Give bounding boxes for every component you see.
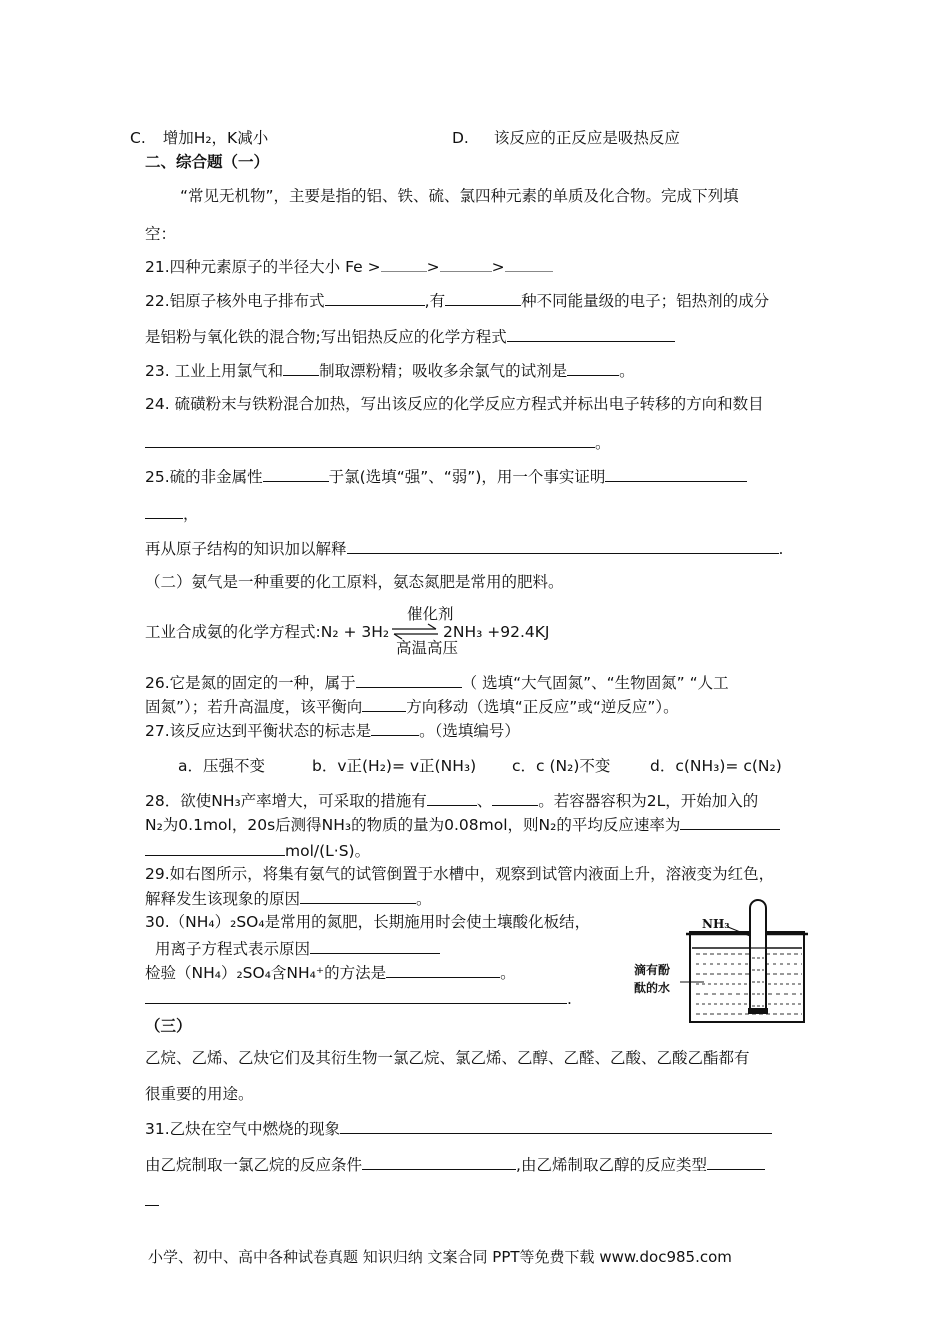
q29-line2: 解释发生该现象的原因	[145, 890, 301, 908]
section2-intro-2: 空：	[145, 225, 177, 243]
q30-line3b: 。	[500, 964, 516, 982]
q28-part1: 28．欲使NH₃产率增大，可采取的措施有	[145, 792, 427, 810]
question-30-line4	[145, 988, 572, 1009]
option-d-label: D.	[452, 129, 469, 147]
q25-line3: 再从原子结构的知识加以解释	[145, 540, 347, 558]
q23-part2: 制取漂粉精；吸收多余氯气的试剂是	[319, 362, 568, 380]
option-d	[452, 128, 680, 148]
q25-blank-4[interactable]	[347, 538, 779, 554]
q28-blank-4[interactable]	[145, 840, 285, 856]
q29-line1: 29.如右图所示，将集有氨气的试管倒置于水槽中，观察到试管内液面上升，溶液变为红色，	[145, 865, 775, 883]
q21-blank-2[interactable]	[440, 256, 492, 272]
q28-blank-1[interactable]	[427, 790, 477, 806]
q22-part1: 22.铝原子核外电子排布式	[145, 292, 325, 310]
page-footer: 小学、初中、高中各种试卷真题 知识归纳 文案合同 PPT等免费下载 www.doc985.com	[148, 1248, 732, 1266]
q25-comma: ，	[183, 505, 199, 523]
question-24-answer	[145, 432, 611, 453]
q24-end: 。	[595, 434, 611, 452]
q28-sep: 、	[476, 792, 493, 810]
q28-blank-3[interactable]	[680, 814, 780, 830]
option-d-text: 该反应的正反应是吸热反应	[493, 129, 680, 147]
q28-line3: mol/(L·S)。	[285, 842, 371, 860]
option-c	[130, 128, 268, 148]
q22-blank-2[interactable]	[445, 290, 521, 306]
q22-blank-3[interactable]	[507, 326, 675, 342]
section3-title: （三）	[145, 1017, 192, 1035]
q25-blank-2[interactable]	[605, 466, 747, 482]
q28-blank-2[interactable]	[492, 790, 538, 806]
q21-text: 21.四种元素原子的半径大小 Fe >	[145, 258, 381, 276]
figure-gas-label: NH₃	[702, 917, 730, 931]
ammonia-fountain-figure	[620, 896, 820, 1028]
q30-line2: 用离子方程式表示原因	[155, 940, 311, 958]
q25-blank-3[interactable]	[145, 503, 183, 519]
figure-water-label-1: 滴有酚	[634, 963, 671, 977]
q26-line2a: 固氮”）；若升高温度，该平衡向	[145, 698, 363, 716]
q25-part2: 于氯(选填“强”、“弱”)，用一个事实证明	[328, 468, 606, 486]
synthesis-equation	[145, 622, 389, 642]
q22-part3: 种不同能量级的电子；铝热剂的成分	[521, 292, 770, 310]
q31-blank-3[interactable]	[707, 1154, 765, 1170]
q31-line2b: ,由乙烯制取乙醇的反应类型	[516, 1156, 707, 1174]
q22-blank-1[interactable]	[325, 290, 425, 306]
q27-option-a: a．压强不变	[178, 757, 265, 775]
q21-gt-2: >	[491, 258, 505, 276]
q29-blank[interactable]	[300, 888, 416, 904]
q28-part2: 。若容器容积为2L，开始加入的	[538, 792, 759, 810]
question-26-line2	[145, 696, 679, 717]
q30-blank-1[interactable]	[310, 938, 440, 954]
q30-line1: 30.（NH₄）₂SO₄是常用的氮肥，长期施用时会使土壤酸化板结，	[145, 913, 591, 931]
q22-part2: ,有	[424, 292, 446, 310]
question-22-line2	[145, 326, 675, 347]
question-30-line2	[155, 938, 440, 959]
eq-prefix: 工业合成氨的化学方程式:N₂ + 3H₂	[145, 623, 390, 641]
question-31	[145, 1118, 772, 1139]
q26-blank-1[interactable]	[356, 672, 462, 688]
q21-blank-3[interactable]	[505, 256, 553, 272]
question-28-line2	[145, 814, 780, 835]
question-27	[145, 720, 520, 741]
q31-line2a: 由乙烷制取一氯乙烷的反应条件	[145, 1156, 363, 1174]
q31-blank-1[interactable]	[340, 1118, 772, 1134]
q25-dot: .	[778, 540, 784, 558]
section2-title: 二、综合题（一）	[145, 153, 270, 171]
q26-line2b: 方向移动（选填“正反应”或“逆反应”）。	[406, 698, 679, 716]
q30-line4-end: .	[567, 990, 572, 1008]
question-28	[145, 790, 758, 811]
eq-suffix: 2NH₃ +92.4KJ	[443, 623, 550, 641]
q28-line2: N₂为0.1mol，20s后测得NH₃的物质的量为0.08mol，则N₂的平均反应速率为	[145, 816, 681, 834]
q27-option-b: b．v正(H₂)= v正(NH₃)	[312, 757, 477, 775]
q30-line3a: 检验（NH₄）₂SO₄含NH₄⁺的方法是	[145, 964, 387, 982]
q29-end: 。	[416, 890, 432, 908]
q30-blank-2[interactable]	[386, 962, 500, 978]
question-30-line3	[145, 962, 516, 983]
q27-option-d: d．c(NH₃)= c(N₂)	[650, 757, 782, 775]
option-c-label: C.	[130, 129, 146, 147]
q26-blank-2[interactable]	[362, 696, 406, 712]
q21-blank-1[interactable]	[381, 256, 427, 272]
q24-text: 24. 硫磺粉末与铁粉混合加热，写出该反应的化学反应方程式并标出电子转移的方向和数目	[145, 395, 764, 413]
figure-water-label-2: 酞的水	[634, 981, 671, 995]
section3-intro-2: 很重要的用途。	[145, 1085, 254, 1103]
q26-part2: （ 选填“大气固氮”、“生物固氮” “人工	[461, 674, 729, 692]
q27-option-c: c．c (N₂)不变	[512, 757, 611, 775]
question-26	[145, 672, 729, 693]
q31-line1: 31.乙炔在空气中燃烧的现象	[145, 1120, 341, 1138]
q27-part1: 27.该反应达到平衡状态的标志是	[145, 722, 372, 740]
section3-intro-1: 乙烷、乙烯、乙炔它们及其衍生物一氯乙烷、氯乙烯、乙醇、乙醛、乙酸、乙酸乙酯都有	[145, 1049, 750, 1067]
q23-blank-1[interactable]	[283, 360, 319, 376]
q25-blank-1[interactable]	[263, 466, 329, 482]
q27-part2: 。（选填编号）	[419, 722, 520, 740]
q31-blank-4[interactable]	[145, 1190, 159, 1206]
question-29-line2	[145, 888, 432, 909]
q25-part1: 25.硫的非金属性	[145, 468, 263, 486]
q30-blank-3[interactable]	[145, 988, 567, 1004]
q31-blank-2[interactable]	[362, 1154, 516, 1170]
option-c-text: 增加H₂，K减小	[162, 129, 269, 147]
question-28-line3	[145, 840, 370, 861]
eq-conditions: 高温高压	[396, 639, 459, 657]
q27-blank[interactable]	[371, 720, 419, 736]
q23-blank-2[interactable]	[567, 360, 619, 376]
question-25-line3	[145, 538, 783, 559]
section2-intro-1: “常见无机物”，主要是指的铝、铁、硫、氯四种元素的单质及化合物。完成下列填	[180, 187, 739, 205]
question-31-line2	[145, 1154, 765, 1175]
question-22	[145, 290, 769, 311]
question-25	[145, 466, 747, 487]
question-23	[145, 360, 635, 381]
q22-line2: 是铝粉与氧化铁的混合物;写出铝热反应的化学方程式	[145, 328, 507, 346]
section2b-title: （二）氨气是一种重要的化工原料，氨态氮肥是常用的肥料。	[145, 573, 564, 591]
q24-blank[interactable]	[145, 432, 595, 448]
q23-part3: 。	[619, 362, 635, 380]
question-25-line2	[145, 503, 199, 524]
q21-gt-1: >	[426, 258, 440, 276]
q23-part1: 23. 工业上用氯气和	[145, 362, 284, 380]
question-21	[145, 256, 553, 277]
eq-catalyst: 催化剂	[407, 605, 454, 623]
q26-part1: 26.它是氮的固定的一种，属于	[145, 674, 356, 692]
question-31-line3	[145, 1190, 159, 1211]
